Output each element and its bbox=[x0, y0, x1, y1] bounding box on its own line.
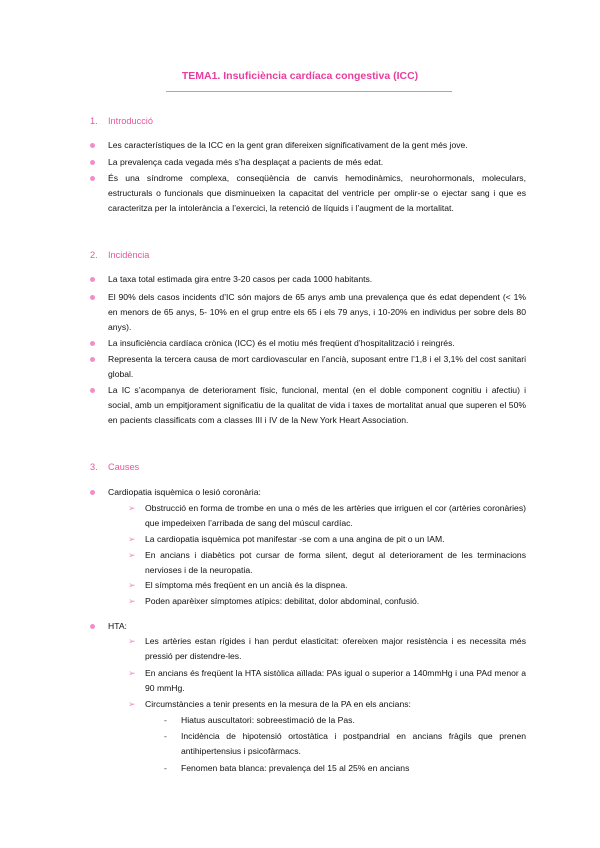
title-underline bbox=[166, 91, 452, 92]
bullet-item: La IC s’acompanya de deteriorament físic, funcional, mental (en el doble component cognitiu i afectiu) i social, amb un empitjorament significatiu de la qualitat de vida i taxes de mortalitat anual que superen el 50% en pacients classificats com a classes III i IV de la New York Heart Association. bbox=[108, 383, 526, 428]
sub-sub-bullet-item: - Hiatus auscultatori: sobreestimació de la Pas. bbox=[181, 713, 526, 728]
arrow-bullet-icon: ➢ bbox=[128, 636, 136, 646]
sub-bullet-item: ➢ En ancians és freqüent la HTA sistòlica aïllada: PAs igual o superior a 140mmHg i una PAd menor a 90 mmHg. bbox=[128, 668, 526, 693]
section-number: 1. bbox=[90, 116, 98, 126]
sub-bullet-item: ➢ Obstrucció en forma de trombe en una o més de les artèries que irriguen el cor (artèries coronàries) que impedeixen l’arribada de sang del múscul cardíac. bbox=[128, 503, 526, 528]
bullet-item: És una síndrome complexa, conseqüència de canvis hemodinàmics, neurohormonals, moleculars, estructurals o funcionals que disminueixen la capacitat del ventricle per omplir-se o ejectar sang i que es caracteritza per la intolerància a l’exercici, la retenció de líquids i l’augment de la mortalitat. bbox=[108, 171, 526, 216]
sub-bullet-item: ➢ En ancians i diabètics pot cursar de forma silent, degut al deteriorament de les terminacions nervioses i de la neuropatia. bbox=[128, 550, 526, 575]
bullet-item: Les característiques de la ICC en la gent gran difereixen significativament de la gent més jove. bbox=[108, 138, 526, 153]
arrow-bullet-icon: ➢ bbox=[128, 699, 136, 709]
bullet-item: El 90% dels casos incidents d’IC són majors de 65 anys amb una prevalença que és edat dependent (< 1% en menors de 65 anys, 5- 10% en el grup entre els 65 i els 79 anys, i 10-20% en individus per sobre dels 80 anys). bbox=[108, 290, 526, 335]
sub-bullet-item: ➢ El símptoma més freqüent en un ancià és la dispnea. bbox=[145, 578, 526, 593]
sub-bullet-item: ➢ La cardiopatia isquèmica pot manifestar -se com a una angina de pit o un IAM. bbox=[145, 532, 526, 547]
arrow-bullet-icon: ➢ bbox=[128, 534, 136, 544]
section-title: Causes bbox=[108, 462, 140, 472]
arrow-bullet-icon: ➢ bbox=[128, 503, 136, 513]
sub-bullet-item: ➢ Les artèries estan rígides i han perdut elasticitat: ofereixen major resistència i es necessita més pressió per distendre-les. bbox=[128, 636, 526, 661]
arrow-bullet-icon: ➢ bbox=[128, 668, 136, 678]
arrow-bullet-icon: ➢ bbox=[128, 596, 136, 606]
section-heading-incidencia bbox=[90, 250, 149, 260]
section-title: Introducció bbox=[108, 116, 153, 126]
arrow-bullet-icon: ➢ bbox=[128, 580, 136, 590]
arrow-bullet-icon: ➢ bbox=[128, 550, 136, 560]
bullet-item: La taxa total estimada gira entre 3-20 casos per cada 1000 habitants. bbox=[108, 272, 526, 287]
dash-bullet-icon: - bbox=[164, 731, 167, 741]
cause-group-label: Cardiopatia isquèmica o lesió coronària: bbox=[108, 485, 526, 500]
sub-bullet-item: ➢ Circumstàncies a tenir presents en la mesura de la PA en els ancians: bbox=[145, 697, 526, 712]
sub-bullet-item: ➢ Poden aparèixer símptomes atípics: debilitat, dolor abdominal, confusió. bbox=[145, 594, 526, 609]
sub-sub-bullet-item: - Fenomen bata blanca: prevalença del 15 al 25% en ancians bbox=[181, 761, 526, 776]
dash-bullet-icon: - bbox=[164, 715, 167, 725]
bullet-item: La prevalença cada vegada més s’ha desplaçat a pacients de més edat. bbox=[108, 155, 526, 170]
section-heading-introduccio bbox=[90, 116, 153, 126]
dash-bullet-icon: - bbox=[164, 763, 167, 773]
sub-sub-bullet-item: - Incidència de hipotensió ortostàtica i postpandrial en ancians fràgils que prenen antihipertensius i psicofàrmacs. bbox=[164, 731, 526, 756]
section-heading-causes bbox=[90, 462, 139, 472]
section-number: 2. bbox=[90, 250, 98, 260]
bullet-item: La insuficiència cardíaca crònica (ICC) és el motiu més freqüent d’hospitalització i reingrés. bbox=[108, 336, 526, 351]
bullet-item: Representa la tercera causa de mort cardiovascular en l’ancià, suposant entre l’1,8 i el 3,1% del cost sanitari global. bbox=[108, 352, 526, 382]
cause-group-label: HTA: bbox=[108, 619, 526, 634]
section-number: 3. bbox=[90, 462, 98, 472]
section-title: Incidència bbox=[108, 250, 150, 260]
document-title: TEMA1. Insuficiència cardíaca congestiva (ICC) bbox=[181, 70, 419, 82]
